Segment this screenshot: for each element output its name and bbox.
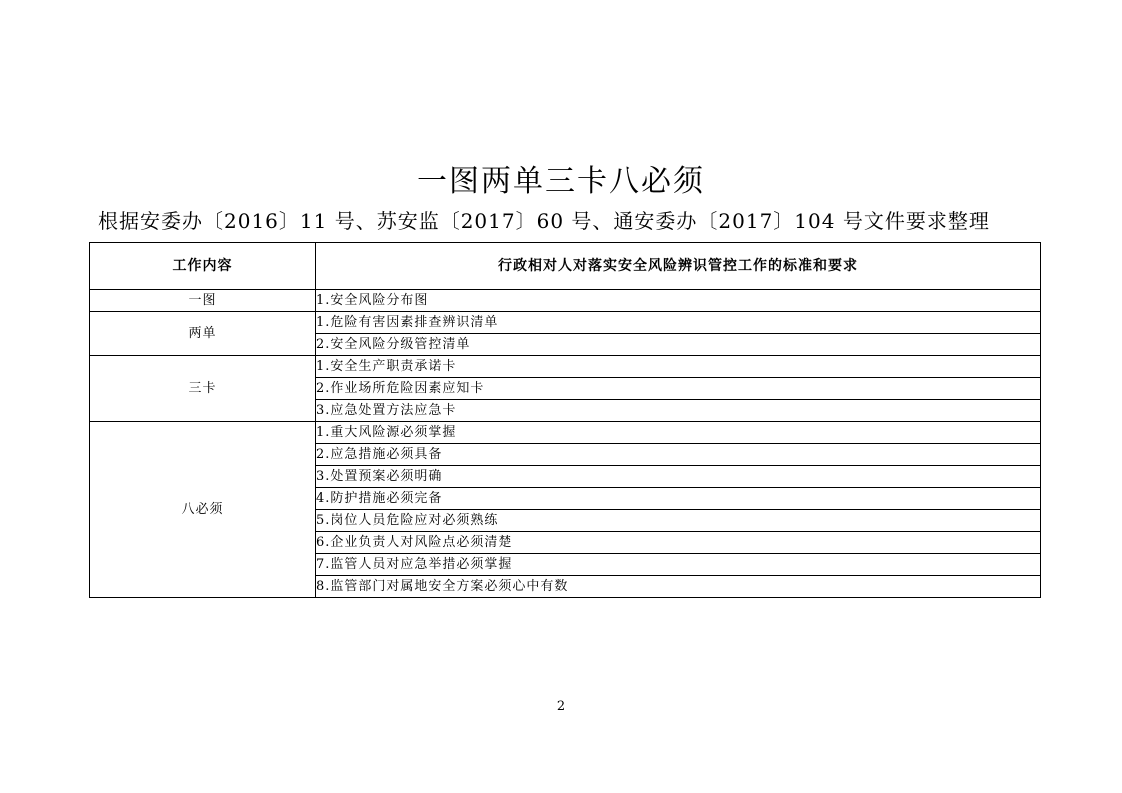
requirements-table: [89, 242, 1041, 598]
header-standards: 行政相对人对落实安全风险辨识管控工作的标准和要求: [316, 243, 1041, 290]
category-cell: 八必须: [90, 422, 316, 598]
document-subtitle: 根据安委办〔2016〕11 号、苏安监〔2017〕60 号、通安委办〔2017〕104 号文件要求整理: [98, 209, 990, 233]
requirement-cell: 2.作业场所危险因素应知卡: [316, 378, 1041, 400]
requirement-cell: 3.处置预案必须明确: [316, 466, 1041, 488]
table-row: [90, 422, 1041, 444]
document-title: 一图两单三卡八必须: [417, 164, 705, 199]
requirement-cell: 3.应急处置方法应急卡: [316, 400, 1041, 422]
requirement-cell: 1.危险有害因素排查辨识清单: [316, 312, 1041, 334]
table-row: [90, 356, 1041, 378]
requirement-cell: 2.安全风险分级管控清单: [316, 334, 1041, 356]
page-number: 2: [556, 699, 566, 714]
requirement-cell: 4.防护措施必须完备: [316, 488, 1041, 510]
table-row: [90, 312, 1041, 334]
requirement-cell: 1.安全生产职责承诺卡: [316, 356, 1041, 378]
category-cell: 一图: [90, 290, 316, 312]
table-header-row: [90, 243, 1041, 290]
table-row: [90, 290, 1041, 312]
requirement-cell: 7.监管人员对应急举措必须掌握: [316, 554, 1041, 576]
requirement-cell: 5.岗位人员危险应对必须熟练: [316, 510, 1041, 532]
header-work-content: 工作内容: [90, 243, 316, 290]
requirement-cell: 2.应急措施必须具备: [316, 444, 1041, 466]
requirement-cell: 6.企业负责人对风险点必须清楚: [316, 532, 1041, 554]
requirement-cell: 1.重大风险源必须掌握: [316, 422, 1041, 444]
category-cell: 两单: [90, 312, 316, 356]
requirement-cell: 1.安全风险分布图: [316, 290, 1041, 312]
requirement-cell: 8.监管部门对属地安全方案必须心中有数: [316, 576, 1041, 598]
category-cell: 三卡: [90, 356, 316, 422]
